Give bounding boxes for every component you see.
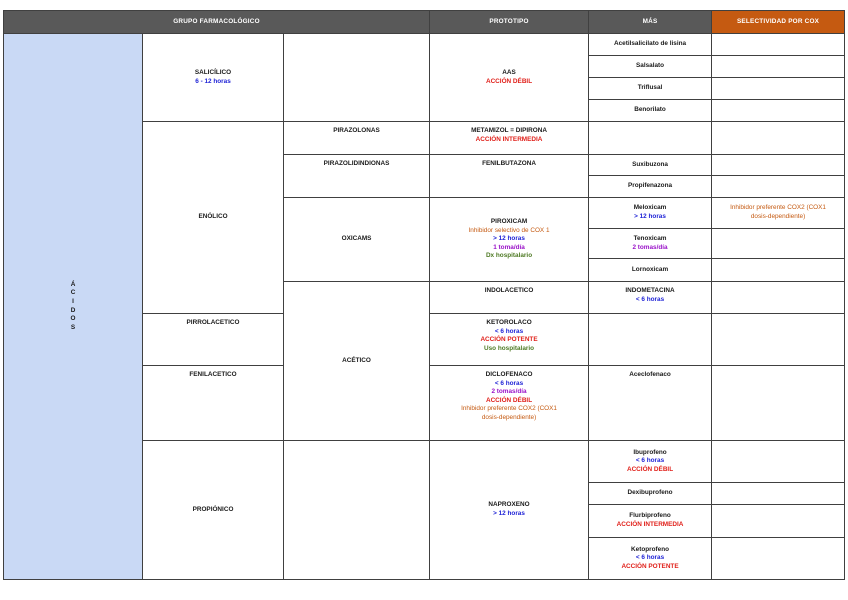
action-text: ACCIÓN POTENTE xyxy=(480,336,538,344)
action-text: ACCIÓN DÉBIL xyxy=(626,465,674,473)
mas-item: Suxibuzona xyxy=(589,155,712,176)
header-grupo: GRUPO FARMACOLÓGICO xyxy=(4,11,430,34)
mas-item: Lornoxicam xyxy=(589,259,712,282)
mas-ibuprofeno xyxy=(589,441,712,483)
header-row xyxy=(4,11,845,34)
cox-cell xyxy=(712,483,845,505)
dose-text: 1 toma/día xyxy=(493,243,525,251)
mas-item: Triflusal xyxy=(589,78,712,100)
header-prototipo: PROTOTIPO xyxy=(430,11,589,34)
duration-text: > 12 horas xyxy=(493,510,525,517)
group-name: SALICÍLICO xyxy=(194,68,232,76)
cox-cell xyxy=(712,366,845,441)
prototype-diclofenaco xyxy=(430,366,589,441)
cox-cell xyxy=(712,505,845,538)
prototype-aas xyxy=(430,34,589,122)
cox-cell xyxy=(712,56,845,78)
mas-meloxicam xyxy=(589,198,712,229)
subgroup-fenilacetico: FENILACETICO xyxy=(143,366,284,441)
duration-text: > 12 horas xyxy=(493,235,525,243)
dose-text: 2 tomas/día xyxy=(491,388,527,396)
duration-text: 6 - 12 horas xyxy=(195,77,231,85)
action-text: ACCIÓN POTENTE xyxy=(621,562,679,570)
group-propionico: PROPIÓNICO xyxy=(143,441,284,580)
drug-name: Meloxicam xyxy=(633,204,667,212)
prototype-metamizol xyxy=(430,122,589,155)
cox-cell xyxy=(712,34,845,56)
duration-text: < 6 horas xyxy=(494,327,524,335)
group-enolico: ENÓLICO xyxy=(143,122,284,314)
duration-text: > 12 horas xyxy=(634,213,666,220)
mas-item: Aceclofenaco xyxy=(589,366,712,441)
drug-name: Tenoxicam xyxy=(633,234,667,242)
prototype-name: PIROXICAM xyxy=(490,218,528,226)
cox-note: dosis-dependiente) xyxy=(750,213,806,220)
acidos-letter: D xyxy=(70,306,76,314)
cox-note: Inhibidor preferente COX2 (COX1 xyxy=(461,405,557,413)
drug-name: Ketoprofeno xyxy=(631,545,670,553)
acidos-label xyxy=(4,34,143,580)
subgroup-pirrolacetico: PIRROLACETICO xyxy=(143,314,284,366)
subgroup-pirazolonas: PIRAZOLONAS xyxy=(284,122,430,155)
group-acetico: ACÉTICO xyxy=(284,282,430,441)
hospital-text: Uso hospitalario xyxy=(483,344,535,352)
cox-cell xyxy=(712,78,845,100)
acidos-letter: S xyxy=(70,323,76,331)
mas-flurbiprofeno xyxy=(589,505,712,538)
subgroup-pirazolidindionas: PIRAZOLIDINDIONAS xyxy=(284,155,430,198)
acidos-letter: O xyxy=(70,315,76,323)
prototype-indometacina xyxy=(589,282,712,314)
prototype-name: INDOMETACINA xyxy=(625,287,675,294)
action-text: ACCIÓN INTERMEDIA xyxy=(475,135,543,143)
prototype-name: METAMIZOL = DIPIRONA xyxy=(471,127,547,134)
drug-name: Ibuprofeno xyxy=(633,448,667,456)
prototype-name: AAS xyxy=(502,68,516,76)
mas-empty xyxy=(712,282,845,314)
duration-text: < 6 horas xyxy=(635,457,665,465)
mas-item: Benorilato xyxy=(589,100,712,122)
mas-item: Salsalato xyxy=(589,56,712,78)
prototype-name: KETOROLACO xyxy=(486,319,532,326)
hospital-text: Dx hospitalario xyxy=(485,252,533,260)
duration-text: < 6 horas xyxy=(494,379,524,387)
prototype-name: DICLOFENACO xyxy=(485,371,533,378)
prototype-ketorolaco xyxy=(430,314,589,366)
cox-note: dosis-dependiente) xyxy=(481,413,537,421)
cox-cell xyxy=(712,122,845,155)
acidos-letter: C xyxy=(70,289,76,297)
mas-item: Acetilsalicilato de lisina xyxy=(589,34,712,56)
mas-tenoxicam xyxy=(589,229,712,259)
acidos-letter: Á xyxy=(70,280,76,288)
nsaid-classification-table xyxy=(3,10,845,580)
subgroup-empty xyxy=(284,34,430,122)
drug-name: Flurbiprofeno xyxy=(629,512,671,520)
prototype-fenilbutazona: FENILBUTAZONA xyxy=(430,155,589,198)
subgroup-indolacetico: INDOLACETICO xyxy=(430,282,589,314)
cox-cell xyxy=(712,441,845,483)
mas-item: Propifenazona xyxy=(589,176,712,198)
table-row xyxy=(4,34,845,56)
prototype-name: NAPROXENO xyxy=(488,501,530,509)
cox-cell xyxy=(712,229,845,259)
cox-note: Inhibidor preferente COX2 (COX1 xyxy=(730,204,826,212)
cox-cell xyxy=(712,538,845,580)
prototype-piroxicam xyxy=(430,198,589,282)
action-text: ACCIÓN DÉBIL xyxy=(485,77,533,85)
cox-cell xyxy=(712,314,845,366)
header-mas: MÁS xyxy=(589,11,712,34)
selectivity-note: Inhibidor selectivo de COX 1 xyxy=(468,226,550,234)
mas-item: Dexibuprofeno xyxy=(589,483,712,505)
subgroup-empty xyxy=(284,441,430,580)
cox-cell xyxy=(712,155,845,176)
duration-text: < 6 horas xyxy=(635,295,665,303)
acidos-letter: I xyxy=(72,297,74,305)
cox-meloxicam xyxy=(712,198,845,229)
cox-cell xyxy=(712,259,845,282)
mas-ketoprofeno xyxy=(589,538,712,580)
duration-text: < 6 horas xyxy=(635,554,665,562)
group-salicilico xyxy=(143,34,284,122)
cox-cell xyxy=(712,100,845,122)
mas-empty xyxy=(589,314,712,366)
action-text: ACCIÓN DÉBIL xyxy=(485,396,533,404)
prototype-naproxeno xyxy=(430,441,589,580)
mas-empty xyxy=(589,122,712,155)
action-text: ACCIÓN INTERMEDIA xyxy=(616,521,684,528)
subgroup-oxicams: OXICAMS xyxy=(284,198,430,282)
cox-cell xyxy=(712,176,845,198)
header-cox-selectivity: SELECTIVIDAD POR COX xyxy=(712,11,845,34)
dose-text: 2 tomas/día xyxy=(632,243,668,251)
